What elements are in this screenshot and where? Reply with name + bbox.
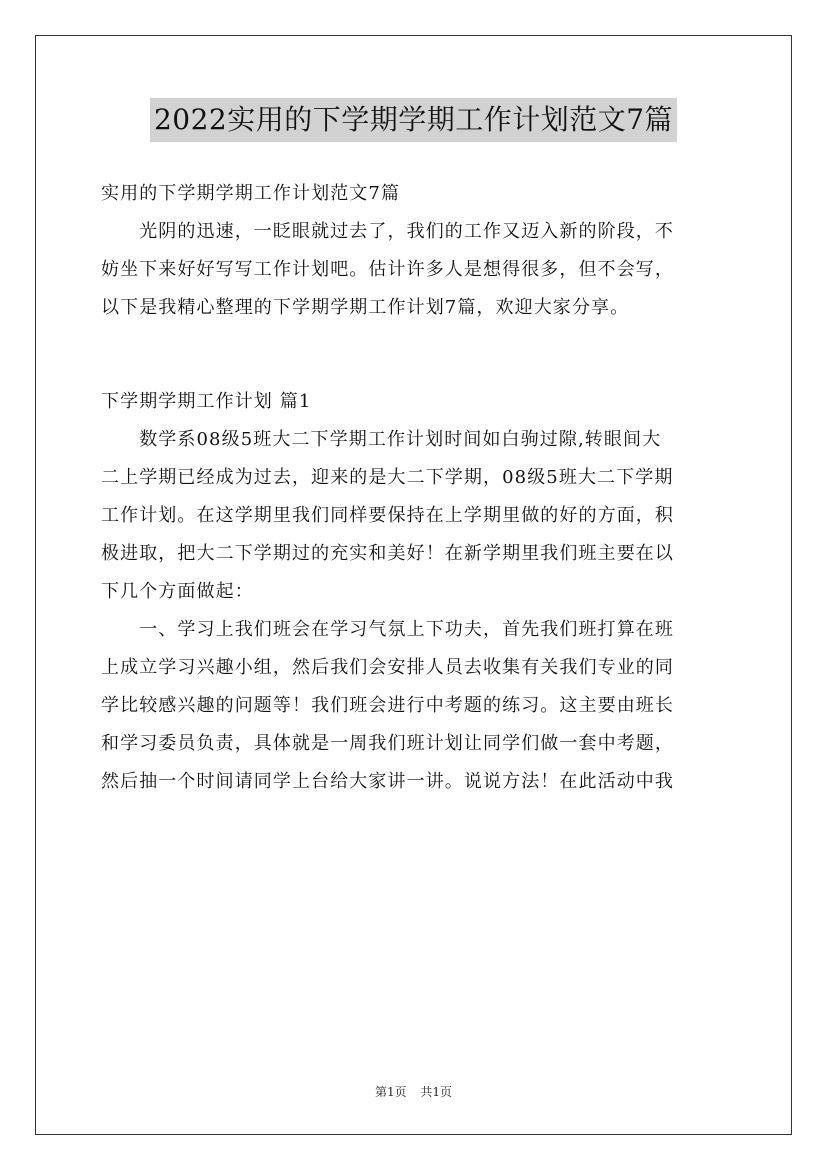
subtitle: 实用的下学期学期工作计划范文7篇 <box>101 183 401 204</box>
intro-line: 光阴的迅速，一眨眼就过去了，我们的工作又迈入新的阶段，不 <box>101 221 674 242</box>
paragraph-line: 下几个方面做起： <box>101 581 254 602</box>
intro-line: 以下是我精心整理的下学期学期工作计划7篇，欢迎大家分享。 <box>101 297 630 318</box>
page-total: 共1页 <box>420 1085 453 1099</box>
section-heading: 下学期学期工作计划 篇1 <box>101 391 312 412</box>
spacer <box>101 327 727 383</box>
page-number: 第1页 <box>374 1085 407 1099</box>
paragraph-line: 二上学期已经成为过去，迎来的是大二下学期，08级5班大二下学期 <box>101 467 674 488</box>
document-title-wrap <box>0 98 827 142</box>
paragraph-line: 然后抽一个时间请同学上台给大家讲一讲。说说方法！在此活动中我 <box>101 771 674 792</box>
paragraph-line: 和学习委员负责，具体就是一周我们班计划让同学们做一套中考题， <box>101 733 674 754</box>
document-title: 2022实用的下学期学期工作计划范文7篇 <box>150 98 677 142</box>
page-footer <box>0 1083 827 1100</box>
paragraph-line: 数学系08级5班大二下学期工作计划时间如白驹过隙,转眼间大 <box>101 429 662 450</box>
paragraph-line: 一、学习上我们班会在学习气氛上下功夫，首先我们班打算在班 <box>101 619 674 640</box>
paragraph-line: 上成立学习兴趣小组，然后我们会安排人员去收集有关我们专业的同 <box>101 657 674 678</box>
paragraph-line: 工作计划。在这学期里我们同样要保持在上学期里做的好的方面，积 <box>101 505 674 526</box>
paragraph-line: 极进取，把大二下学期过的充实和美好！在新学期里我们班主要在以 <box>101 543 674 564</box>
paragraph-line: 学比较感兴趣的问题等！我们班会进行中考题的练习。这主要由班长 <box>101 695 674 716</box>
document-body <box>101 175 727 801</box>
intro-line: 妨坐下来好好写写工作计划吧。估计许多人是想得很多，但不会写， <box>101 259 674 280</box>
